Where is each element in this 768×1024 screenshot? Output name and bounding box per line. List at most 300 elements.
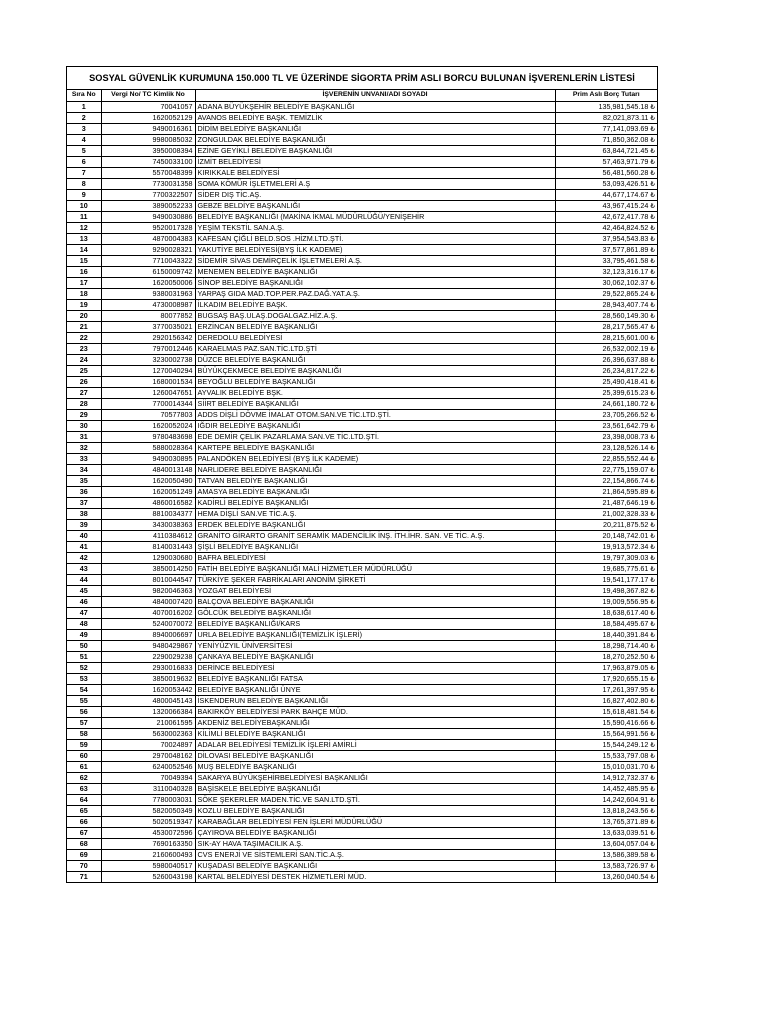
cell-employer-name: KARAELMAS PAZ.SAN.TİC.LTD.ŞTİ [195, 343, 555, 354]
table-row [67, 398, 657, 409]
table-row [67, 409, 657, 420]
cell-prim-tutari: 18,638,617.40 ₺ [555, 607, 657, 618]
cell-employer-name: BÜYÜKÇEKMECE BELEDİYE BAŞKANLIĞI [195, 365, 555, 376]
cell-sira-no: 27 [67, 387, 101, 398]
cell-prim-tutari: 56,481,560.28 ₺ [555, 167, 657, 178]
table-row [67, 728, 657, 739]
cell-prim-tutari: 37,577,861.89 ₺ [555, 244, 657, 255]
table-row [67, 145, 657, 156]
cell-vergi-no: 3430038363 [101, 519, 195, 530]
cell-sira-no: 57 [67, 717, 101, 728]
table-row [67, 662, 657, 673]
cell-sira-no: 45 [67, 585, 101, 596]
cell-vergi-no: 4800045143 [101, 695, 195, 706]
cell-vergi-no: 4070016202 [101, 607, 195, 618]
cell-employer-name: ERDEK BELEDİYE BAŞKANLIĞI [195, 519, 555, 530]
cell-prim-tutari: 19,009,556.95 ₺ [555, 596, 657, 607]
cell-vergi-no: 3890052233 [101, 200, 195, 211]
table-row [67, 585, 657, 596]
cell-prim-tutari: 22,855,552.44 ₺ [555, 453, 657, 464]
cell-prim-tutari: 13,583,726.97 ₺ [555, 860, 657, 871]
cell-prim-tutari: 135,981,545.18 ₺ [555, 101, 657, 112]
cell-vergi-no: 7710043322 [101, 255, 195, 266]
cell-employer-name: GRANİTO GİRARTO GRANİT SERAMİK MADENCİLİK İNŞ. İTH.İHR. SAN. VE TİC. A.Ş. [195, 530, 555, 541]
cell-employer-name: EDE DEMİR ÇELİK PAZARLAMA SAN.VE TİC.LTD.ŞTİ. [195, 431, 555, 442]
table-row [67, 332, 657, 343]
table-row [67, 442, 657, 453]
cell-sira-no: 49 [67, 629, 101, 640]
cell-sira-no: 19 [67, 299, 101, 310]
cell-employer-name: KAFESAN ÇİĞLİ BELD.SOS .HİZM.LTD.ŞTİ. [195, 233, 555, 244]
table-row [67, 772, 657, 783]
cell-vergi-no: 1260047651 [101, 387, 195, 398]
cell-vergi-no: 1620052024 [101, 420, 195, 431]
cell-sira-no: 3 [67, 123, 101, 134]
table-row [67, 475, 657, 486]
cell-vergi-no: 9490016361 [101, 123, 195, 134]
cell-prim-tutari: 21,487,646.19 ₺ [555, 497, 657, 508]
table-row [67, 519, 657, 530]
cell-vergi-no: 9480429867 [101, 640, 195, 651]
cell-sira-no: 65 [67, 805, 101, 816]
cell-sira-no: 5 [67, 145, 101, 156]
table-row [67, 387, 657, 398]
cell-sira-no: 10 [67, 200, 101, 211]
cell-prim-tutari: 20,211,875.52 ₺ [555, 519, 657, 530]
table-row [67, 563, 657, 574]
table-row [67, 552, 657, 563]
cell-employer-name: DİLOVASI BELEDİYE BAŞKANLIĞI [195, 750, 555, 761]
table-row [67, 761, 657, 772]
table-row [67, 244, 657, 255]
table-row [67, 629, 657, 640]
table-row [67, 156, 657, 167]
cell-sira-no: 31 [67, 431, 101, 442]
debtor-table [67, 90, 657, 882]
cell-sira-no: 54 [67, 684, 101, 695]
table-row [67, 618, 657, 629]
cell-prim-tutari: 15,010,031.70 ₺ [555, 761, 657, 772]
cell-prim-tutari: 29,522,865.24 ₺ [555, 288, 657, 299]
cell-sira-no: 30 [67, 420, 101, 431]
cell-employer-name: BELEDİYE BAŞKANLIĞI (MAKİNA İKMAL MÜDÜRLÜĞÜ/YENİŞEHİR [195, 211, 555, 222]
table-row [67, 101, 657, 112]
cell-prim-tutari: 13,586,389.58 ₺ [555, 849, 657, 860]
cell-employer-name: BELEDİYE BAŞKANLIĞI/KARS [195, 618, 555, 629]
cell-sira-no: 22 [67, 332, 101, 343]
cell-employer-name: CVS ENERJİ VE SİSTEMLERİ SAN.TİC.A.Ş. [195, 849, 555, 860]
table-header-row [67, 90, 657, 101]
cell-prim-tutari: 28,215,601.00 ₺ [555, 332, 657, 343]
cell-employer-name: SAKARYA BÜYÜKŞEHİRBELEDİYESİ BAŞKANLIĞI [195, 772, 555, 783]
table-row [67, 178, 657, 189]
cell-sira-no: 67 [67, 827, 101, 838]
cell-vergi-no: 2920156342 [101, 332, 195, 343]
cell-vergi-no: 1620050006 [101, 277, 195, 288]
cell-employer-name: DERİNCE BELEDİYESİ [195, 662, 555, 673]
cell-sira-no: 63 [67, 783, 101, 794]
cell-sira-no: 8 [67, 178, 101, 189]
cell-sira-no: 21 [67, 321, 101, 332]
cell-employer-name: AMASYA BELEDİYE BAŞKANLIĞI [195, 486, 555, 497]
cell-vergi-no: 70024897 [101, 739, 195, 750]
table-row [67, 607, 657, 618]
cell-employer-name: BAŞİSKELE BELEDİYE BAŞKANLIĞI [195, 783, 555, 794]
cell-sira-no: 40 [67, 530, 101, 541]
table-row [67, 189, 657, 200]
cell-vergi-no: 7700014344 [101, 398, 195, 409]
table-row [67, 420, 657, 431]
cell-sira-no: 58 [67, 728, 101, 739]
cell-vergi-no: 1270040294 [101, 365, 195, 376]
cell-prim-tutari: 28,217,565.47 ₺ [555, 321, 657, 332]
table-row [67, 255, 657, 266]
cell-employer-name: PALANDÖKEN BELEDİYESİ (BYŞ İLK KADEME) [195, 453, 555, 464]
cell-prim-tutari: 23,398,008.73 ₺ [555, 431, 657, 442]
cell-vergi-no: 4870004383 [101, 233, 195, 244]
table-row [67, 673, 657, 684]
cell-employer-name: KADİRLİ BELEDİYE BAŞKANLIĞI [195, 497, 555, 508]
header-vergi-no: Vergi No/ TC Kimlik No [101, 90, 195, 101]
cell-prim-tutari: 30,062,102.37 ₺ [555, 277, 657, 288]
cell-prim-tutari: 26,532,002.19 ₺ [555, 343, 657, 354]
table-row [67, 651, 657, 662]
table-row [67, 794, 657, 805]
cell-prim-tutari: 14,242,604.91 ₺ [555, 794, 657, 805]
cell-vergi-no: 80077852 [101, 310, 195, 321]
cell-sira-no: 18 [67, 288, 101, 299]
cell-sira-no: 23 [67, 343, 101, 354]
cell-employer-name: FATİH BELEDİYE BAŞKANLIĞI MALİ HİZMETLER MÜDÜRLÜĞÜ [195, 563, 555, 574]
cell-prim-tutari: 42,464,824.52 ₺ [555, 222, 657, 233]
table-body [67, 101, 657, 882]
cell-employer-name: SİDER DIŞ TİC.AŞ. [195, 189, 555, 200]
table-row [67, 508, 657, 519]
cell-employer-name: AVANOS BELEDİYE BAŞK. TEMİZLİK [195, 112, 555, 123]
cell-vergi-no: 2160600493 [101, 849, 195, 860]
cell-prim-tutari: 25,399,615.23 ₺ [555, 387, 657, 398]
cell-prim-tutari: 44,677,174.67 ₺ [555, 189, 657, 200]
cell-sira-no: 6 [67, 156, 101, 167]
cell-vergi-no: 5260043198 [101, 871, 195, 882]
cell-employer-name: SİDEMİR SİVAS DEMİRÇELİK İŞLETMELERİ A.Ş. [195, 255, 555, 266]
cell-vergi-no: 4840013148 [101, 464, 195, 475]
cell-vergi-no: 1620051249 [101, 486, 195, 497]
cell-prim-tutari: 23,705,266.52 ₺ [555, 409, 657, 420]
table-row [67, 596, 657, 607]
cell-sira-no: 42 [67, 552, 101, 563]
cell-employer-name: IĞDIR BELEDİYE BAŞKANLIĞI [195, 420, 555, 431]
table-row [67, 706, 657, 717]
cell-vergi-no: 2930016833 [101, 662, 195, 673]
cell-vergi-no: 4530072596 [101, 827, 195, 838]
cell-employer-name: AYVALIK BELEDİYE BŞK. [195, 387, 555, 398]
cell-sira-no: 50 [67, 640, 101, 651]
cell-sira-no: 4 [67, 134, 101, 145]
cell-employer-name: KOZLU BELEDİYE BAŞKANLIĞI [195, 805, 555, 816]
cell-employer-name: YARPAŞ GIDA MAD.TOP.PER.PAZ.DAĞ.YAT.A.Ş. [195, 288, 555, 299]
table-row [67, 464, 657, 475]
cell-employer-name: BAFRA BELEDİYESİ [195, 552, 555, 563]
cell-employer-name: GEBZE BELDİYE BAŞKANLIĞI [195, 200, 555, 211]
table-row [67, 343, 657, 354]
cell-vergi-no: 1620050490 [101, 475, 195, 486]
cell-vergi-no: 6240052546 [101, 761, 195, 772]
cell-sira-no: 41 [67, 541, 101, 552]
cell-prim-tutari: 43,967,415.24 ₺ [555, 200, 657, 211]
cell-prim-tutari: 17,920,655.15 ₺ [555, 673, 657, 684]
cell-vergi-no: 5980040517 [101, 860, 195, 871]
table-row [67, 222, 657, 233]
cell-prim-tutari: 13,604,057.04 ₺ [555, 838, 657, 849]
cell-vergi-no: 3850019632 [101, 673, 195, 684]
cell-vergi-no: 2970048162 [101, 750, 195, 761]
cell-employer-name: MUŞ BELEDİYE BAŞKANLIĞI [195, 761, 555, 772]
cell-vergi-no: 6150009742 [101, 266, 195, 277]
table-row [67, 167, 657, 178]
table-row [67, 310, 657, 321]
cell-sira-no: 37 [67, 497, 101, 508]
table-row [67, 486, 657, 497]
cell-employer-name: BALÇOVA BELEDİYE BAŞKANLIĞI [195, 596, 555, 607]
cell-employer-name: TATVAN BELEDİYE BAŞKANLIĞI [195, 475, 555, 486]
cell-sira-no: 26 [67, 376, 101, 387]
cell-prim-tutari: 18,298,714.40 ₺ [555, 640, 657, 651]
cell-employer-name: NARLIDERE BELEDİYE BAŞKANLIĞI [195, 464, 555, 475]
cell-prim-tutari: 26,396,637.88 ₺ [555, 354, 657, 365]
cell-sira-no: 38 [67, 508, 101, 519]
cell-vergi-no: 1620052129 [101, 112, 195, 123]
cell-prim-tutari: 19,913,572.34 ₺ [555, 541, 657, 552]
cell-sira-no: 60 [67, 750, 101, 761]
cell-sira-no: 12 [67, 222, 101, 233]
cell-vergi-no: 4110384612 [101, 530, 195, 541]
cell-employer-name: YOZGAT BELEDİYESİ [195, 585, 555, 596]
cell-sira-no: 43 [67, 563, 101, 574]
cell-prim-tutari: 19,797,309.03 ₺ [555, 552, 657, 563]
table-row [67, 354, 657, 365]
cell-sira-no: 35 [67, 475, 101, 486]
cell-prim-tutari: 28,560,149.30 ₺ [555, 310, 657, 321]
cell-employer-name: DEREDOLU BELEDİYESİ [195, 332, 555, 343]
table-row [67, 750, 657, 761]
cell-employer-name: SİNOP BELEDİYE BAŞKANLIĞI [195, 277, 555, 288]
cell-prim-tutari: 53,093,426.51 ₺ [555, 178, 657, 189]
cell-sira-no: 29 [67, 409, 101, 420]
cell-employer-name: ŞİŞLİ BELEDİYE BAŞKANLIĞI [195, 541, 555, 552]
cell-vergi-no: 7970012446 [101, 343, 195, 354]
cell-vergi-no: 210061595 [101, 717, 195, 728]
cell-sira-no: 53 [67, 673, 101, 684]
cell-prim-tutari: 28,943,407.74 ₺ [555, 299, 657, 310]
header-employer-name: İŞVERENİN UNVANI/ADI SOYADI [195, 90, 555, 101]
cell-vergi-no: 1620053442 [101, 684, 195, 695]
table-row [67, 288, 657, 299]
cell-sira-no: 36 [67, 486, 101, 497]
cell-vergi-no: 9380031963 [101, 288, 195, 299]
table-row [67, 574, 657, 585]
cell-vergi-no: 9520017328 [101, 222, 195, 233]
cell-prim-tutari: 16,827,402.80 ₺ [555, 695, 657, 706]
cell-prim-tutari: 15,564,991.56 ₺ [555, 728, 657, 739]
table-row [67, 838, 657, 849]
header-sira-no: Sıra No [67, 90, 101, 101]
cell-sira-no: 2 [67, 112, 101, 123]
cell-employer-name: SOMA KÖMÜR İŞLETMELERİ A.Ş [195, 178, 555, 189]
cell-prim-tutari: 22,154,866.74 ₺ [555, 475, 657, 486]
cell-prim-tutari: 25,490,418.41 ₺ [555, 376, 657, 387]
cell-sira-no: 56 [67, 706, 101, 717]
cell-prim-tutari: 15,544,249.12 ₺ [555, 739, 657, 750]
cell-vergi-no: 5240070072 [101, 618, 195, 629]
cell-prim-tutari: 23,561,642.79 ₺ [555, 420, 657, 431]
table-row [67, 123, 657, 134]
cell-vergi-no: 9490030886 [101, 211, 195, 222]
cell-vergi-no: 7730031358 [101, 178, 195, 189]
cell-vergi-no: 4730008987 [101, 299, 195, 310]
cell-vergi-no: 9820046363 [101, 585, 195, 596]
cell-sira-no: 1 [67, 101, 101, 112]
table-row [67, 541, 657, 552]
cell-employer-name: ADALAR BELEDİYESİ TEMİZLİK İŞLERİ AMİRLİ [195, 739, 555, 750]
cell-prim-tutari: 26,234,817.22 ₺ [555, 365, 657, 376]
table-row [67, 112, 657, 123]
cell-vergi-no: 3230002738 [101, 354, 195, 365]
table-row [67, 805, 657, 816]
cell-employer-name: KİLİMLİ BELEDİYE BAŞKANLIĞI [195, 728, 555, 739]
cell-vergi-no: 1680001534 [101, 376, 195, 387]
table-row [67, 266, 657, 277]
cell-vergi-no: 9490030895 [101, 453, 195, 464]
cell-prim-tutari: 71,850,362.08 ₺ [555, 134, 657, 145]
cell-vergi-no: 4840007420 [101, 596, 195, 607]
cell-employer-name: MENEMEN BELEDİYE BAŞKANLIĞI [195, 266, 555, 277]
cell-prim-tutari: 13,260,040.54 ₺ [555, 871, 657, 882]
cell-employer-name: KUŞADASI BELEDİYE BAŞKANLIĞI [195, 860, 555, 871]
cell-sira-no: 69 [67, 849, 101, 860]
cell-employer-name: İLKADIM BELEDİYE BAŞK. [195, 299, 555, 310]
cell-sira-no: 52 [67, 662, 101, 673]
cell-vergi-no: 3950008394 [101, 145, 195, 156]
cell-employer-name: ERZİNCAN BELEDİYE BAŞKANLIĞI [195, 321, 555, 332]
cell-vergi-no: 5880028364 [101, 442, 195, 453]
cell-sira-no: 34 [67, 464, 101, 475]
cell-vergi-no: 8940006697 [101, 629, 195, 640]
cell-employer-name: BUGSAŞ BAŞ.ULAŞ.DOGALGAZ.HİZ.A.Ş. [195, 310, 555, 321]
cell-prim-tutari: 14,452,485.95 ₺ [555, 783, 657, 794]
document-title: SOSYAL GÜVENLİK KURUMUNA 150.000 TL VE ÜZERİNDE SİGORTA PRİM ASLI BORCU BULUNAN İŞVERENLERİN LİSTESİ [67, 67, 657, 90]
cell-prim-tutari: 15,618,481.54 ₺ [555, 706, 657, 717]
cell-sira-no: 17 [67, 277, 101, 288]
cell-employer-name: BELEDİYE BAŞKANLIĞI ÜNYE [195, 684, 555, 695]
cell-prim-tutari: 18,584,495.67 ₺ [555, 618, 657, 629]
table-row [67, 431, 657, 442]
cell-employer-name: YAKUTİYE BELEDİYESİ(BYŞ İLK KADEME) [195, 244, 555, 255]
cell-prim-tutari: 21,002,328.33 ₺ [555, 508, 657, 519]
table-row [67, 497, 657, 508]
table-row [67, 860, 657, 871]
table-row [67, 783, 657, 794]
cell-vergi-no: 5820050349 [101, 805, 195, 816]
cell-sira-no: 48 [67, 618, 101, 629]
header-prim-tutari: Prim Aslı Borç Tutarı [555, 90, 657, 101]
cell-sira-no: 25 [67, 365, 101, 376]
cell-prim-tutari: 13,818,243.56 ₺ [555, 805, 657, 816]
cell-sira-no: 59 [67, 739, 101, 750]
table-row [67, 376, 657, 387]
cell-sira-no: 32 [67, 442, 101, 453]
table-row [67, 827, 657, 838]
cell-sira-no: 11 [67, 211, 101, 222]
cell-employer-name: BEYOĞLU BELEDİYE BAŞKANLIĞI [195, 376, 555, 387]
table-row [67, 200, 657, 211]
table-row [67, 134, 657, 145]
cell-prim-tutari: 21,864,595.89 ₺ [555, 486, 657, 497]
table-row [67, 695, 657, 706]
table-row [67, 717, 657, 728]
cell-sira-no: 51 [67, 651, 101, 662]
cell-vergi-no: 8140031443 [101, 541, 195, 552]
cell-employer-name: İZMİT BELEDİYESİ [195, 156, 555, 167]
cell-prim-tutari: 23,128,526.14 ₺ [555, 442, 657, 453]
table-row [67, 233, 657, 244]
cell-sira-no: 70 [67, 860, 101, 871]
cell-employer-name: YEŞİM TEKSTİL SAN.A.Ş. [195, 222, 555, 233]
table-row [67, 453, 657, 464]
cell-employer-name: KARABAĞLAR BELEDİYESİ FEN İŞLERİ MÜDÜRLÜĞÜ [195, 816, 555, 827]
table-row [67, 871, 657, 882]
table-row [67, 684, 657, 695]
cell-employer-name: GÖLCÜK BELEDİYE BAŞKANLIĞI [195, 607, 555, 618]
cell-sira-no: 33 [67, 453, 101, 464]
table-row [67, 816, 657, 827]
table-row [67, 211, 657, 222]
cell-prim-tutari: 13,765,371.89 ₺ [555, 816, 657, 827]
table-row [67, 365, 657, 376]
cell-sira-no: 24 [67, 354, 101, 365]
cell-employer-name: ÇAYIROVA BELEDİYE BAŞKANLIĞI [195, 827, 555, 838]
cell-prim-tutari: 57,463,971.79 ₺ [555, 156, 657, 167]
cell-vergi-no: 2290029238 [101, 651, 195, 662]
cell-vergi-no: 7450033100 [101, 156, 195, 167]
cell-employer-name: KARTAL BELEDİYESİ DESTEK HİZMETLERİ MÜD. [195, 871, 555, 882]
cell-vergi-no: 4860016582 [101, 497, 195, 508]
cell-prim-tutari: 37,954,543.83 ₺ [555, 233, 657, 244]
cell-vergi-no: 5020519347 [101, 816, 195, 827]
cell-sira-no: 71 [67, 871, 101, 882]
cell-sira-no: 62 [67, 772, 101, 783]
cell-sira-no: 28 [67, 398, 101, 409]
cell-employer-name: SIK-AY HAVA TAŞIMACILIK A.Ş. [195, 838, 555, 849]
cell-vergi-no: 70049394 [101, 772, 195, 783]
cell-prim-tutari: 42,672,417.78 ₺ [555, 211, 657, 222]
cell-prim-tutari: 20,148,742.01 ₺ [555, 530, 657, 541]
cell-employer-name: BAKIRKÖY BELEDİYESİ PARK BAHÇE MÜD. [195, 706, 555, 717]
cell-prim-tutari: 17,963,879.05 ₺ [555, 662, 657, 673]
cell-sira-no: 14 [67, 244, 101, 255]
cell-sira-no: 61 [67, 761, 101, 772]
cell-sira-no: 39 [67, 519, 101, 530]
cell-employer-name: ZONGULDAK BELEDİYE BAŞKANLIĞI [195, 134, 555, 145]
cell-prim-tutari: 33,795,461.58 ₺ [555, 255, 657, 266]
table-row [67, 849, 657, 860]
cell-prim-tutari: 19,498,367.82 ₺ [555, 585, 657, 596]
table-row [67, 299, 657, 310]
cell-vergi-no: 9980085032 [101, 134, 195, 145]
cell-employer-name: ADDS DİŞLİ DÖVME İMALAT OTOM.SAN.VE TİC.LTD.ŞTİ. [195, 409, 555, 420]
cell-prim-tutari: 77,141,093.69 ₺ [555, 123, 657, 134]
table-row [67, 321, 657, 332]
